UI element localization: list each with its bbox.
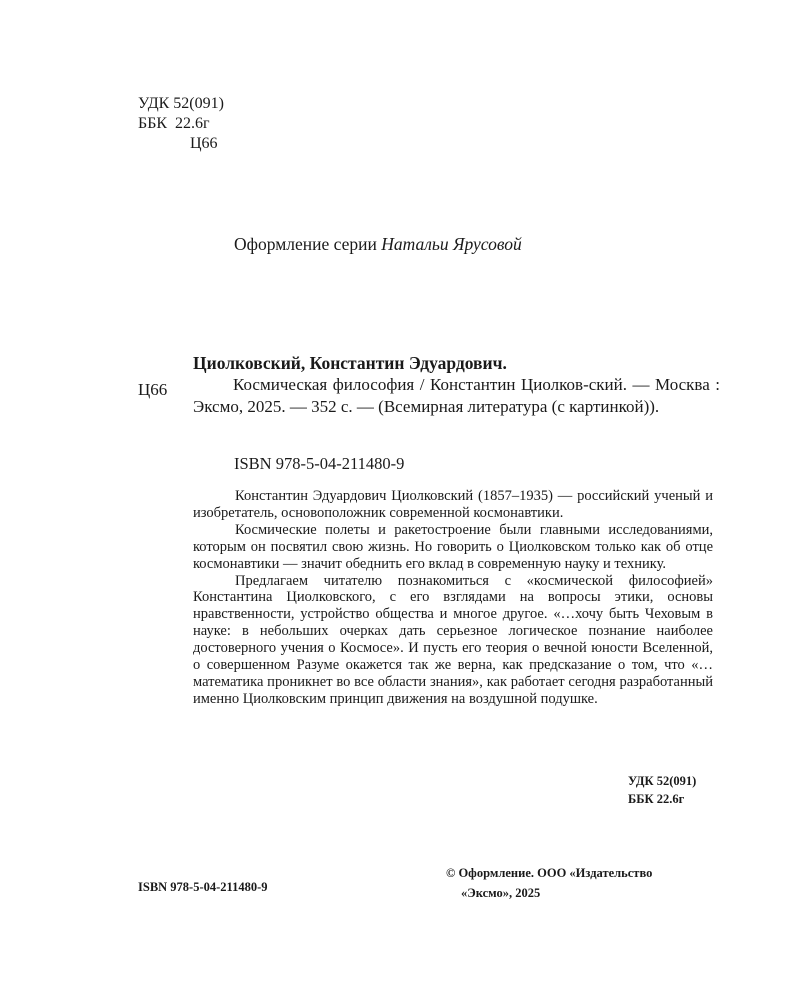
copyright-line-2: «Эксмо», 2025 xyxy=(461,886,541,900)
copyright-line-1: © Оформление. ООО «Издательство xyxy=(446,866,653,880)
footer-classification xyxy=(628,772,696,808)
annotation xyxy=(193,488,713,708)
record-isbn: ISBN 978-5-04-211480-9 xyxy=(234,454,405,473)
series-design-credit xyxy=(234,234,522,255)
series-design-label: Оформление серии xyxy=(234,234,377,254)
series-designer-name: Натальи Ярусовой xyxy=(381,234,522,254)
copyright-notice xyxy=(446,863,652,903)
bibliographic-description: Космическая философия / Константин Циолков-ский. — Москва : Эксмо, 2025. — 352 с. — (Всемирная литература (с картинкой)). xyxy=(193,375,720,416)
footer-bbk: ББК 22.6г xyxy=(628,792,685,806)
annotation-paragraph: Константин Эдуардович Циолковский (1857–1935) — российский ученый и изобретатель, основоположник современной космонавтики. xyxy=(193,488,713,521)
classification-codes xyxy=(138,94,224,154)
udk-code: УДК 52(091) xyxy=(138,95,224,112)
annotation-paragraph: Космические полеты и ракетостроение были главными исследованиями, которым он посвятил свою жизнь. Но говорить о Циолковском только как об отце космонавтики — значит обеднить его вклад в современную науку и технику. xyxy=(193,521,713,572)
record-cutter: Ц66 xyxy=(138,380,168,399)
author-heading: Циолковский, Константин Эдуардович. xyxy=(193,353,507,373)
bbk-code: ББК 22.6г xyxy=(138,115,210,132)
cutter-code: Ц66 xyxy=(190,135,218,152)
annotation-paragraph: Предлагаем читателю познакомиться с «космической философией» Константина Циолковского, с его взглядами на вопросы этики, основы нравственности, устройство общества и многое другое. «…хочу быть Чеховым в науке: в небольших очерках дать серьезное логическое познание наиболее достоверного учения о Космосе». И пусть его теория о вечной юности Вселенной, о совершенном Разуме окажется так же верна, как предсказание о том, что «…математика проникнет во все области знания», как работает сегодня разработанный именно Циолковским принцип движения на воздушной подушке. xyxy=(193,572,713,707)
footer-isbn: ISBN 978-5-04-211480-9 xyxy=(138,880,268,894)
footer-udk: УДК 52(091) xyxy=(628,774,697,788)
